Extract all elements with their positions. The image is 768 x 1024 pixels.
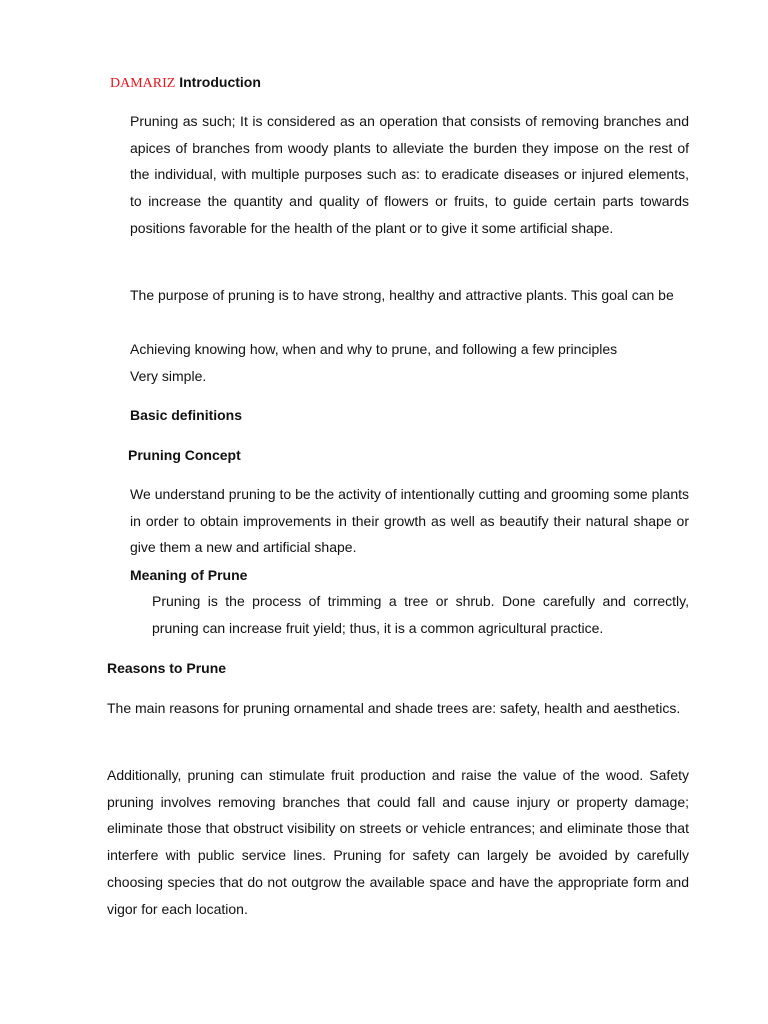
header-line	[110, 72, 261, 94]
meaning-of-prune-paragraph: Pruning is the process of trimming a tree or shrub. Done carefully and correctly, pruning can increase fruit yield; thus, it is a common agricultural practice.	[152, 593, 689, 636]
heading-reasons-to-prune: Reasons to Prune	[107, 660, 227, 676]
heading-basic-definitions: Basic definitions	[130, 407, 243, 423]
heading-pruning-concept: Pruning Concept	[128, 447, 241, 463]
intro-paragraph-2: The purpose of pruning is to have strong, healthy and attractive plants. This goal can be	[130, 287, 674, 303]
heading-meaning-of-prune: Meaning of Prune	[130, 567, 248, 583]
intro-paragraph-2-line-2: Achieving knowing how, when and why to prune, and following a few principles	[130, 341, 618, 357]
section-title-introduction: Introduction	[179, 74, 261, 90]
reasons-paragraph-2: Additionally, pruning can stimulate fruit production and raise the value of the wood. Safety pruning involves removing branches that could fall and cause injury or property damage; eliminate those that obstruct visibility on streets or vehicle entrances; and eliminate those that interfere with public service lines. Pruning for safety can largely be avoided by carefully choosing species that do not outgrow the available space and have the appropriate form and vigor for each location.	[107, 767, 689, 917]
pruning-concept-paragraph: We understand pruning to be the activity of intentionally cutting and grooming some plants in order to obtain improvements in their growth as well as beautify their natural shape or give them a new and artificial shape.	[130, 486, 689, 556]
reasons-paragraph-1: The main reasons for pruning ornamental and shade trees are: safety, health and aesthetics.	[107, 700, 681, 716]
intro-paragraph-2-line-3: Very simple.	[130, 368, 207, 384]
author-name: DAMARIZ	[110, 76, 176, 91]
intro-paragraph-1: Pruning as such; It is considered as an operation that consists of removing branches and apices of branches from woody plants to alleviate the burden they impose on the rest of the individual, with multiple purposes such as: to eradicate diseases or injured elements, to increase the quantity and quality of flowers or fruits, to guide certain parts towards positions favorable for the health of the plant or to give it some artificial shape.	[130, 113, 689, 236]
